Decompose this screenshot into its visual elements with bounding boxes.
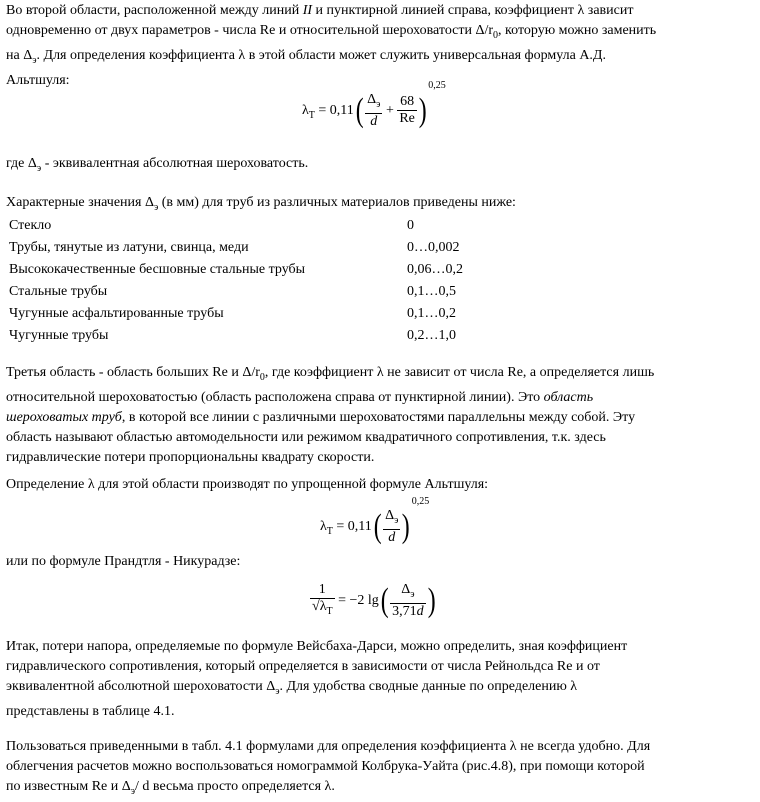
table-row: Чугунные асфальтированные трубы 0,1…0,2 bbox=[9, 306, 456, 321]
paragraph-prandtl: или по формуле Прандтля - Никурадзе: bbox=[6, 554, 241, 569]
table-intro: Характерные значения $\Delta_э$ (в мм) для труб из различных материалов приведены ниже: bbox=[6, 195, 516, 213]
table-row: Стальные трубы 0,1…0,5 bbox=[9, 284, 456, 299]
definition-line: где $\Delta_э$ - эквивалентная абсолютная шероховатость. bbox=[6, 156, 309, 174]
formula-altshul-simplified: $\lambda_Т = 0,11$( $\frac{\Delta_э}{d}$ )$^{0,25}$ bbox=[320, 496, 430, 545]
table-row: Трубы, тянутые из латуни, свинца, меди 0…0,002 bbox=[9, 240, 460, 255]
table-row: Высококачественные бесшовные стальные трубы 0,06…0,2 bbox=[9, 262, 463, 277]
table-row: Стекло 0 bbox=[9, 218, 414, 233]
paragraph-second-region: Во второй области, расположенной между линий II и пунктирной линией справа, коэффициент λ зависит одновременно от двух параметров - числа Re и относительной шероховатости $\Delta/r_0$, которую можно заменить на $\Delta_э$. Для определения коэффициента λ в этой области может служить универсальная формула А.Д. Альтшуля: bbox=[6, 3, 657, 88]
paragraph-third-region: Третья область - область больших Re и $\Delta/r_0$, где коэффициент λ не зависит от числа Re, а определяется лишь относительной шероховатостью (область расположена справа от пунктирной линии). Это область шероховатых труб, в которой все линии с различными шероховатостями параллельны между собой. Эту область называют областью автомодельности или режимом квадратичного сопротивления, т.к. здесь гидравлические потери пропорциональны квадрату скорости. bbox=[6, 365, 655, 465]
formula-prandtl-nikuradse: $\frac{1}{√\lambda_Т}$ = −2 lg( $\frac{\Delta_э}{3,71d}$ ) bbox=[312, 581, 436, 619]
paragraph-summary: Итак, потери напора, определяемые по формуле Вейсбаха-Дарси, можно определить, зная коэффициент гидравлического сопротивления, который определяется в зависимости от числа Рейнольдса Re и от эквивалентной абсолютной шероховатости $\Delta_э$. Для удобства сводные данные по определению λ представлены в таблице 4.1. bbox=[6, 639, 628, 719]
paragraph-simplified-formula: Определение λ для этой области производят по упрощенной формуле Альтшуля: bbox=[6, 477, 489, 492]
paragraph-nomogram: Пользоваться приведенными в табл. 4.1 формулами для определения коэффициента λ не всегда удобно. Для облегчения расчетов можно воспользоваться номограммой Колбрука-Уайта (рис.4.8), при помощи которой по известным Re и $\Delta_э/$ d весьма просто определяется λ. bbox=[6, 739, 651, 797]
table-row: Чугунные трубы 0,2…1,0 bbox=[9, 328, 456, 343]
formula-altshul-universal: $\lambda_Т = 0,11$( $\frac{\Delta_э}{d}$ + $\frac{68}{Re}$ )$^{0,25}$ bbox=[302, 80, 446, 129]
